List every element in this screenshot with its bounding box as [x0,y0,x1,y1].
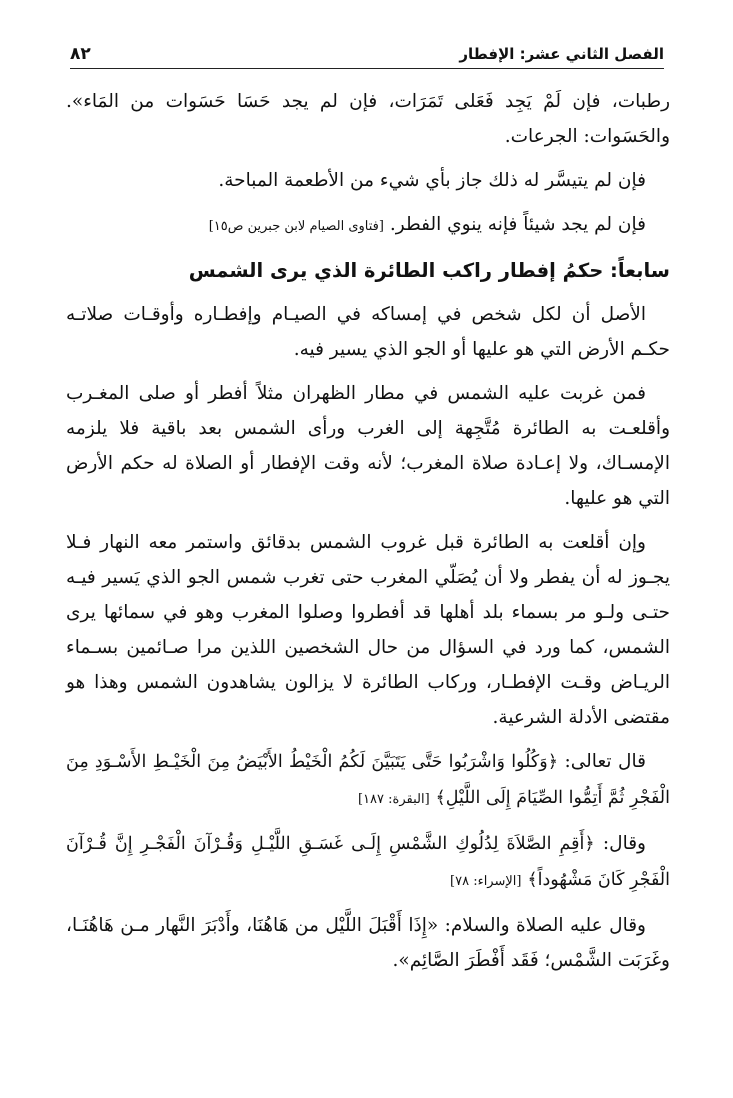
paragraph-4: الأصل أن لكل شخص في إمساكه في الصيـام وإفطـاره وأوقـات صلاتـه حكـم الأرض التي هو عليها أو الجو الذي يسير فيه. [66,304,670,360]
verse-intro-1: قال تعالى: [564,751,646,772]
quran-verse-isra: ﴿أَقِمِ الصَّلاَةَ لِدُلُوكِ الشَّمْسِ إِلَـى غَسَـقِ اللَّيْـلِ وَقُـرْآنَ الْفَجْـرِ إِنَّ قُـرْآنَ الْفَجْرِ كَانَ مَشْهُوداً﴾ [66,834,670,890]
paragraph-7 [66,744,670,817]
paragraph-2: فإن لم يتيسَّر له ذلك جاز بأي شيء من الأطعمة المباحة. [218,170,646,191]
verse-intro-2: وقال: [602,833,646,854]
paragraph-3-text: فإن لم يجد شيئاً فإنه ينوي الفطر. [389,214,646,235]
page-number: ٨٢ [70,44,91,64]
paragraph-6: وإن أقلعت به الطائرة قبل غروب الشمس بدقائق واستمر معه النهار فـلا يجـوز له أن يفطر ولا أن يُصَلّي المغرب حتى تغرب شمس الجو الذي يَسير فيـه حتـى ولـو مر بسماء بلد أهلها قد أفطروا وصلوا المغرب وهو في سمائها يرى الشمس، كما ورد في السؤال من حال الشخصين اللذين مرا صـائمين بسـماء الريـاض وقـت الإفطـار، وركاب الطائرة لا يزالون يشاهدون الشمس وهذا هو مقتضى الأدلة الشرعية. [66,532,670,728]
paragraph-3 [66,207,670,244]
quran-verse-baqarah: ﴿وَكُلُوا وَاشْرَبُوا حَتَّى يَتَبَيَّنَ لَكُمُ الْخَيْطُ الأَبْيَضُ مِنَ الْخَيْـطِ الأَسْـوَدِ مِنَ الْفَجْرِ ثُمَّ أَتِمُّوا الصِّيَامَ إِلَى اللَّيْلِ﴾ [66,752,670,808]
citation-isra: [الإسراء: ٧٨] [450,874,522,889]
paragraph-9-hadith: وقال عليه الصلاة والسلام: «إِذَا أَقْبَلَ اللَّيْل من هَاهُنَا، وأَدْبَرَ النَّهار مـن هَاهُنَـا، وغَرَبَت الشَّمْس؛ فَقَد أَفْطَرَ الصَّائِم». [66,915,670,971]
paragraph-8 [66,826,670,899]
citation-baqarah: [البقرة: ١٨٧] [357,792,430,807]
chapter-title: الفصل الثاني عشر: الإفطار [459,45,664,63]
section-heading: سابعاً: حكمُ إفطار راكب الطائرة الذي يرى الشمس [188,259,670,282]
paragraph-1: رطبات، فإن لَمْ يَجِد فَعَلى تَمَرَات، فإن لم يجد حَسَا حَسَوات من المَاء». والحَسَوات: الجرعات. [66,91,670,147]
paragraph-5: فمن غربت عليه الشمس في مطار الظهران مثلاً أفطر أو صلى المغـرب وأقلعـت به الطائرة مُتَّجِهة إلى الغرب ورأى الشمس بعد باقية فلا يلزمه الإمسـاك، ولا إعـادة صلاة المغرب؛ لأنه وقت الإفطار أو الصلاة له حكم الأرض التي هو عليها. [66,383,670,509]
running-header [70,40,664,69]
body-text [66,84,670,987]
citation-fatawa: [فتاوى الصيام لابن جبرين ص١٥] [208,219,384,234]
